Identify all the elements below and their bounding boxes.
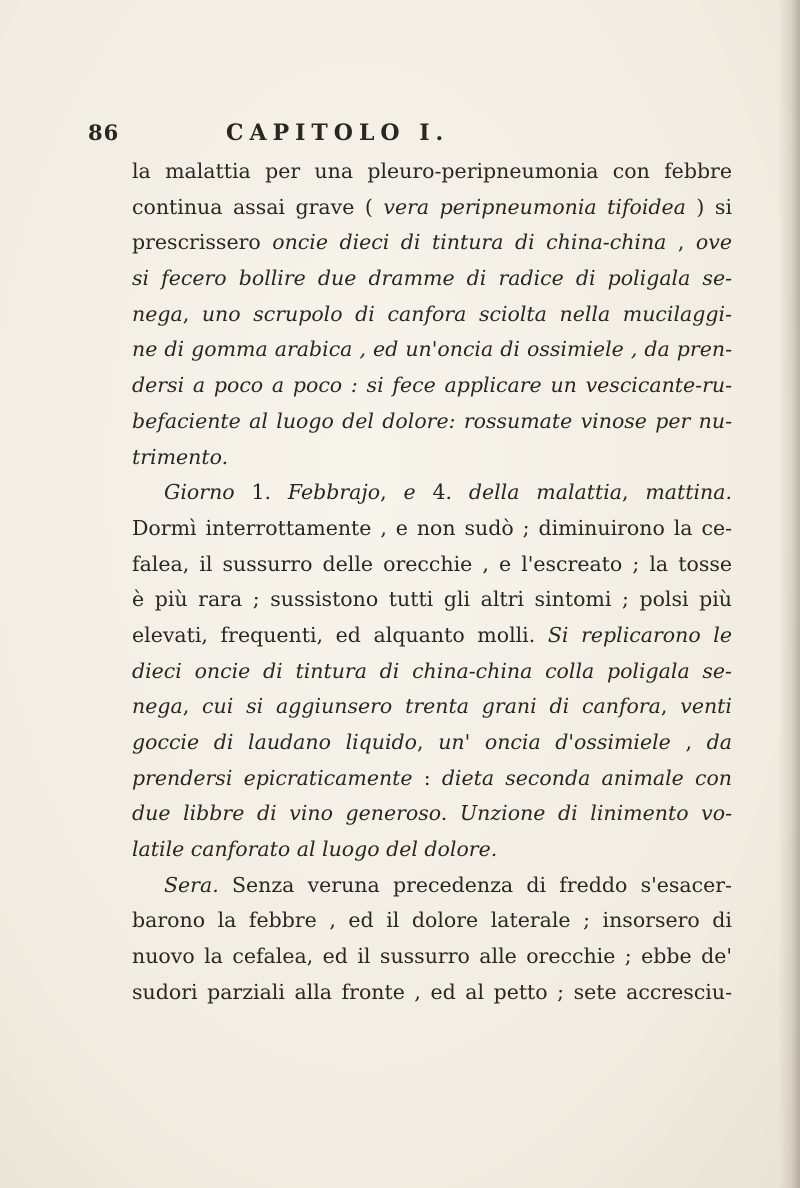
text-line <box>132 761 732 797</box>
roman-run: , <box>182 694 203 719</box>
roman-run: Dormì interrottamente , e non sudò ; diminuirono la ce- <box>132 515 732 540</box>
roman-run: prescrissero <box>132 230 273 255</box>
italic-run: vera peripneumonia tifoidea <box>383 194 686 219</box>
text-line <box>132 689 732 725</box>
roman-run: , <box>670 730 707 754</box>
italic-run: dieci oncie di tintura di china-china colla poligala se- <box>132 658 732 683</box>
roman-run: la malattia per una pleuro-peripneumonia con febbre <box>132 159 732 183</box>
text-line <box>132 154 732 190</box>
text-line <box>132 190 732 226</box>
roman-run: nuovo la cefalea, ed il sussurro alle orecchie ; ebbe de' <box>132 944 732 969</box>
italic-run: nega <box>132 301 183 326</box>
italic-run: della malattia <box>468 480 622 505</box>
italic-run: dieta seconda animale con <box>441 765 733 790</box>
roman-run: , <box>380 480 404 505</box>
roman-run: , <box>666 230 696 255</box>
text-line <box>132 582 732 618</box>
text-line <box>132 475 732 511</box>
text-line <box>132 654 732 690</box>
text-line <box>132 261 732 297</box>
roman-run: Senza veruna precedenza di freddo s'esacer- <box>231 872 732 897</box>
text-line <box>132 404 732 440</box>
italic-run: un' oncia d'ossimiele <box>438 730 671 754</box>
text-line <box>132 939 732 975</box>
roman-run: è più rara ; sussistono tutti gli altri sintomi ; polsi più <box>132 587 732 612</box>
text-line <box>132 225 732 261</box>
roman-run: elevati, frequenti, ed alquanto molli. <box>132 622 548 647</box>
italic-run: venti <box>680 694 732 719</box>
text-line <box>132 832 732 868</box>
roman-run: , <box>417 730 439 754</box>
text-line <box>132 903 732 939</box>
roman-run: 1. <box>251 480 288 505</box>
roman-run: , <box>182 301 202 326</box>
italic-run: oncie dieci di tintura di china-china <box>272 230 667 255</box>
text-line <box>132 332 732 368</box>
text-line <box>132 796 732 832</box>
italic-run: Sera. <box>164 872 232 897</box>
roman-run: falea, il sussurro delle orecchie , e l'escreato ; la tosse <box>132 551 732 576</box>
roman-run: continua assai grave ( <box>132 194 384 219</box>
running-head: CAPITOLO I. <box>226 120 450 146</box>
italic-run: cui si aggiunsero trenta grani di canfora <box>202 694 661 719</box>
italic-run: si fecero bollire due dramme di radice di poligala se- <box>132 266 732 291</box>
roman-run: : <box>412 765 442 790</box>
italic-run: latile canforato al luogo del dolore. <box>132 837 498 862</box>
text-line <box>132 547 732 583</box>
italic-run: e <box>403 480 433 505</box>
italic-run: dersi a poco a poco : si fece applicare un vescicante-ru- <box>132 373 732 398</box>
italic-run: Giorno <box>164 480 252 505</box>
roman-run: 4. <box>432 480 469 505</box>
italic-run: nega <box>132 694 183 719</box>
italic-run: befaciente al luogo del dolore: rossumate vinose per nu- <box>132 408 732 433</box>
italic-run: prendersi epicraticamente <box>132 765 413 790</box>
italic-run: uno scrupolo di canfora sciolta nella mucilaggi- <box>201 301 732 326</box>
roman-run: barono la febbre , ed il dolore laterale ; insorsero di <box>132 908 732 933</box>
text-line <box>132 618 732 654</box>
text-line <box>132 868 732 904</box>
italic-run: ne di gomma arabica , ed un'oncia di ossimiele , da pren- <box>132 337 732 362</box>
text-line <box>132 368 732 404</box>
page-edge-shadow <box>778 0 800 1188</box>
roman-run: , <box>621 480 646 505</box>
text-line <box>132 725 732 761</box>
page-header <box>88 120 708 152</box>
page-number: 86 <box>88 120 120 145</box>
italic-run: Si replicarono le <box>547 622 732 647</box>
italic-run: ove <box>695 230 732 255</box>
roman-run: , <box>660 694 681 719</box>
text-line <box>132 975 732 1011</box>
roman-run: ) si <box>685 194 733 219</box>
italic-run: da <box>706 730 732 754</box>
body-text <box>132 154 732 1011</box>
text-line <box>132 511 732 547</box>
italic-run: Febbrajo <box>287 480 381 505</box>
italic-run: due libbre di vino generoso. Unzione di linimento vo- <box>132 801 732 826</box>
italic-run: trimento. <box>132 444 229 469</box>
italic-run: mattina. <box>645 480 732 505</box>
text-line <box>132 297 732 333</box>
text-line <box>132 440 732 476</box>
roman-run: sudori parziali alla fronte , ed al petto ; sete accresciu- <box>132 979 732 1004</box>
italic-run: goccie di laudano liquido <box>132 730 418 754</box>
